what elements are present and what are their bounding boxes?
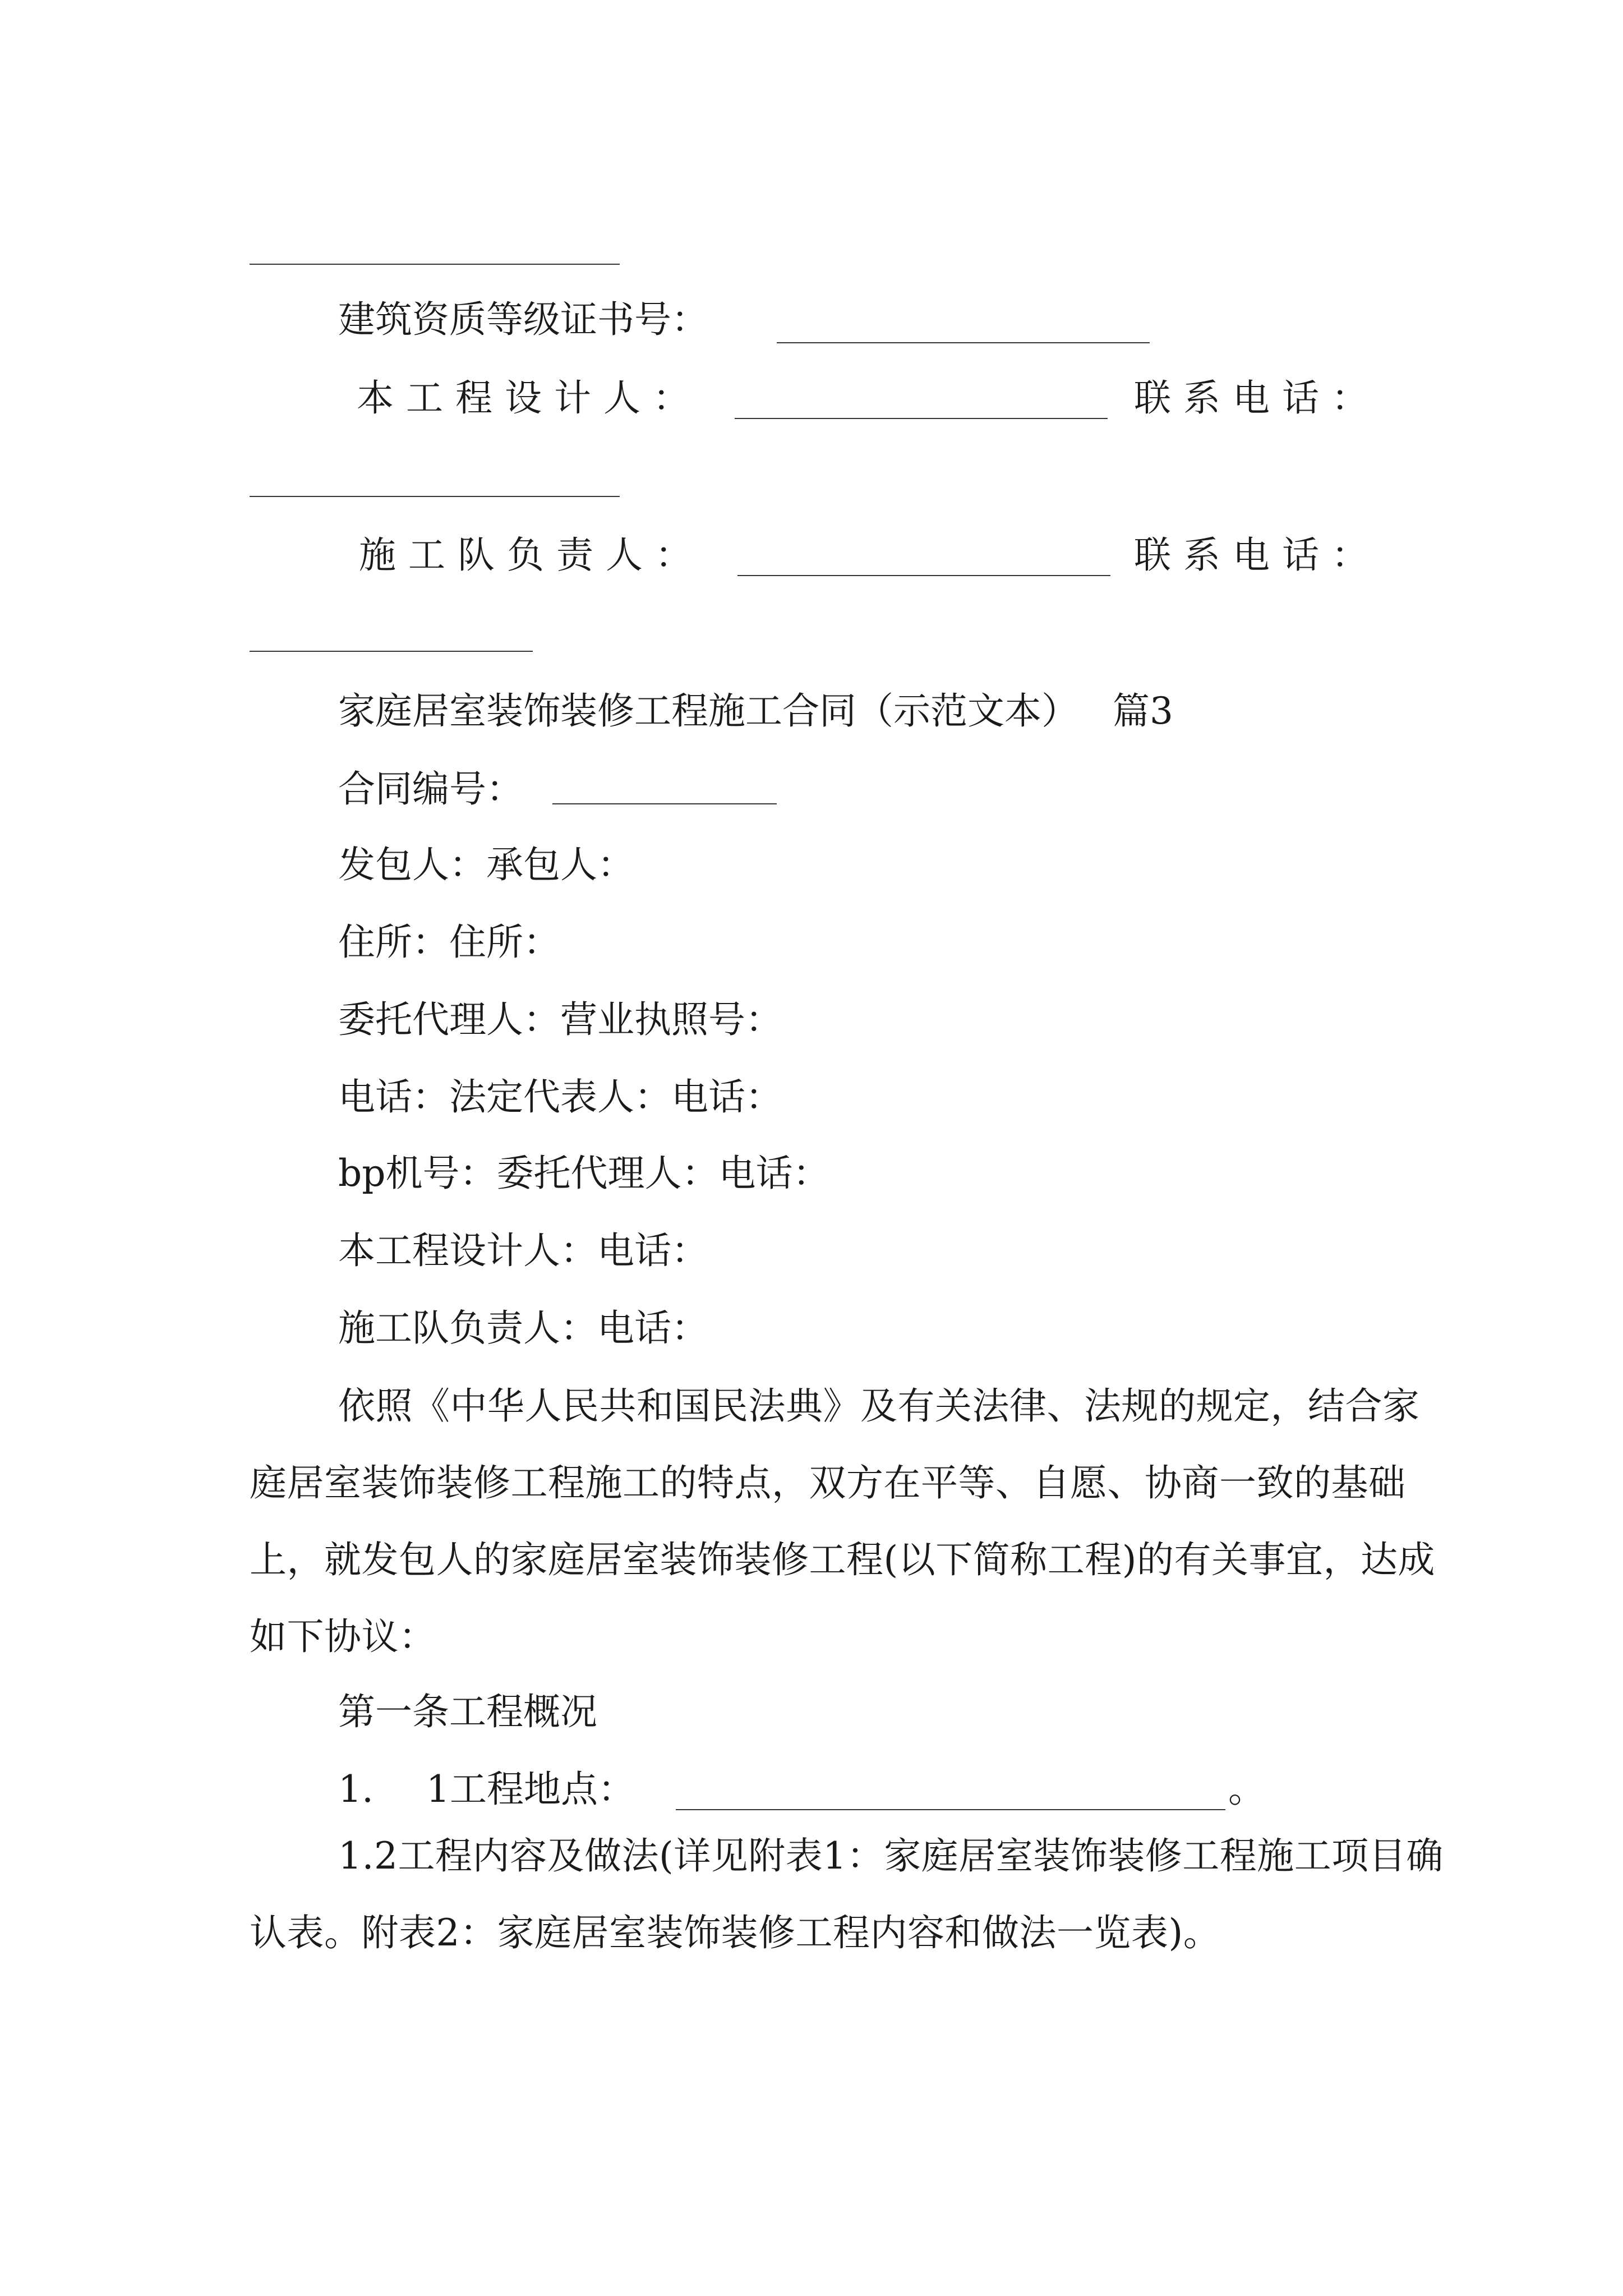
foreman-blank[interactable] xyxy=(737,575,1110,576)
contract-number-label: 合同编号： xyxy=(338,767,523,811)
contract-title-text: 家庭居室装饰装修工程施工合同（示范文本） xyxy=(338,689,1078,733)
item-1-1-label: 1工程地点： xyxy=(426,1768,635,1811)
bp-line: bp机号：委托代理人：电话： xyxy=(338,1152,830,1195)
foreman-phone-label: 联系电话： xyxy=(1134,533,1381,577)
preamble-paragraph: 依照《中华人民共和国民法典》及有关法律、法规的规定，结合家庭居室装饰装修工程施工的特点，双方在平等、自愿、协商一致的基础上，就发包人的家庭居室装饰装修工程(以下简称工程)的有关事宜，达成如下协议： xyxy=(250,1384,1435,1658)
item-1-1-number: 1. xyxy=(338,1768,374,1811)
cert-label: 建筑资质等级证书号： xyxy=(338,298,708,341)
article-1-title: 第一条工程概况 xyxy=(338,1690,597,1733)
project-location-blank[interactable] xyxy=(676,1809,1225,1810)
designer-blank[interactable] xyxy=(735,418,1108,419)
item-1-2-paragraph: 1.2工程内容及做法(详见附表1：家庭居室装饰装修工程施工项目确认表。附表2：家庭居室装饰装修工程内容和做法一览表)。 xyxy=(250,1834,1444,1954)
designer-phone-blank[interactable] xyxy=(250,496,620,497)
address-line: 住所：住所： xyxy=(338,921,560,964)
contract-part: 篇3 xyxy=(1112,689,1173,733)
foreman-line: 施工队负责人：电话： xyxy=(338,1306,708,1350)
designer-phone-label: 联系电话： xyxy=(1134,376,1381,420)
contract-title xyxy=(338,689,1173,734)
blank-line xyxy=(250,264,620,265)
party-line: 发包人：承包人： xyxy=(338,843,634,886)
foreman-phone-blank[interactable] xyxy=(250,651,533,652)
item-1-1-end: 。 xyxy=(1228,1768,1265,1811)
designer-line: 本工程设计人：电话： xyxy=(338,1229,708,1272)
contract-number-blank[interactable] xyxy=(552,803,777,804)
foreman-label: 施工队负责人： xyxy=(359,533,704,577)
phone-line: 电话：法定代表人：电话： xyxy=(338,1075,782,1119)
cert-blank[interactable] xyxy=(777,342,1150,343)
agent-line: 委托代理人：营业执照号： xyxy=(338,998,782,1041)
designer-label: 本工程设计人： xyxy=(357,376,702,420)
